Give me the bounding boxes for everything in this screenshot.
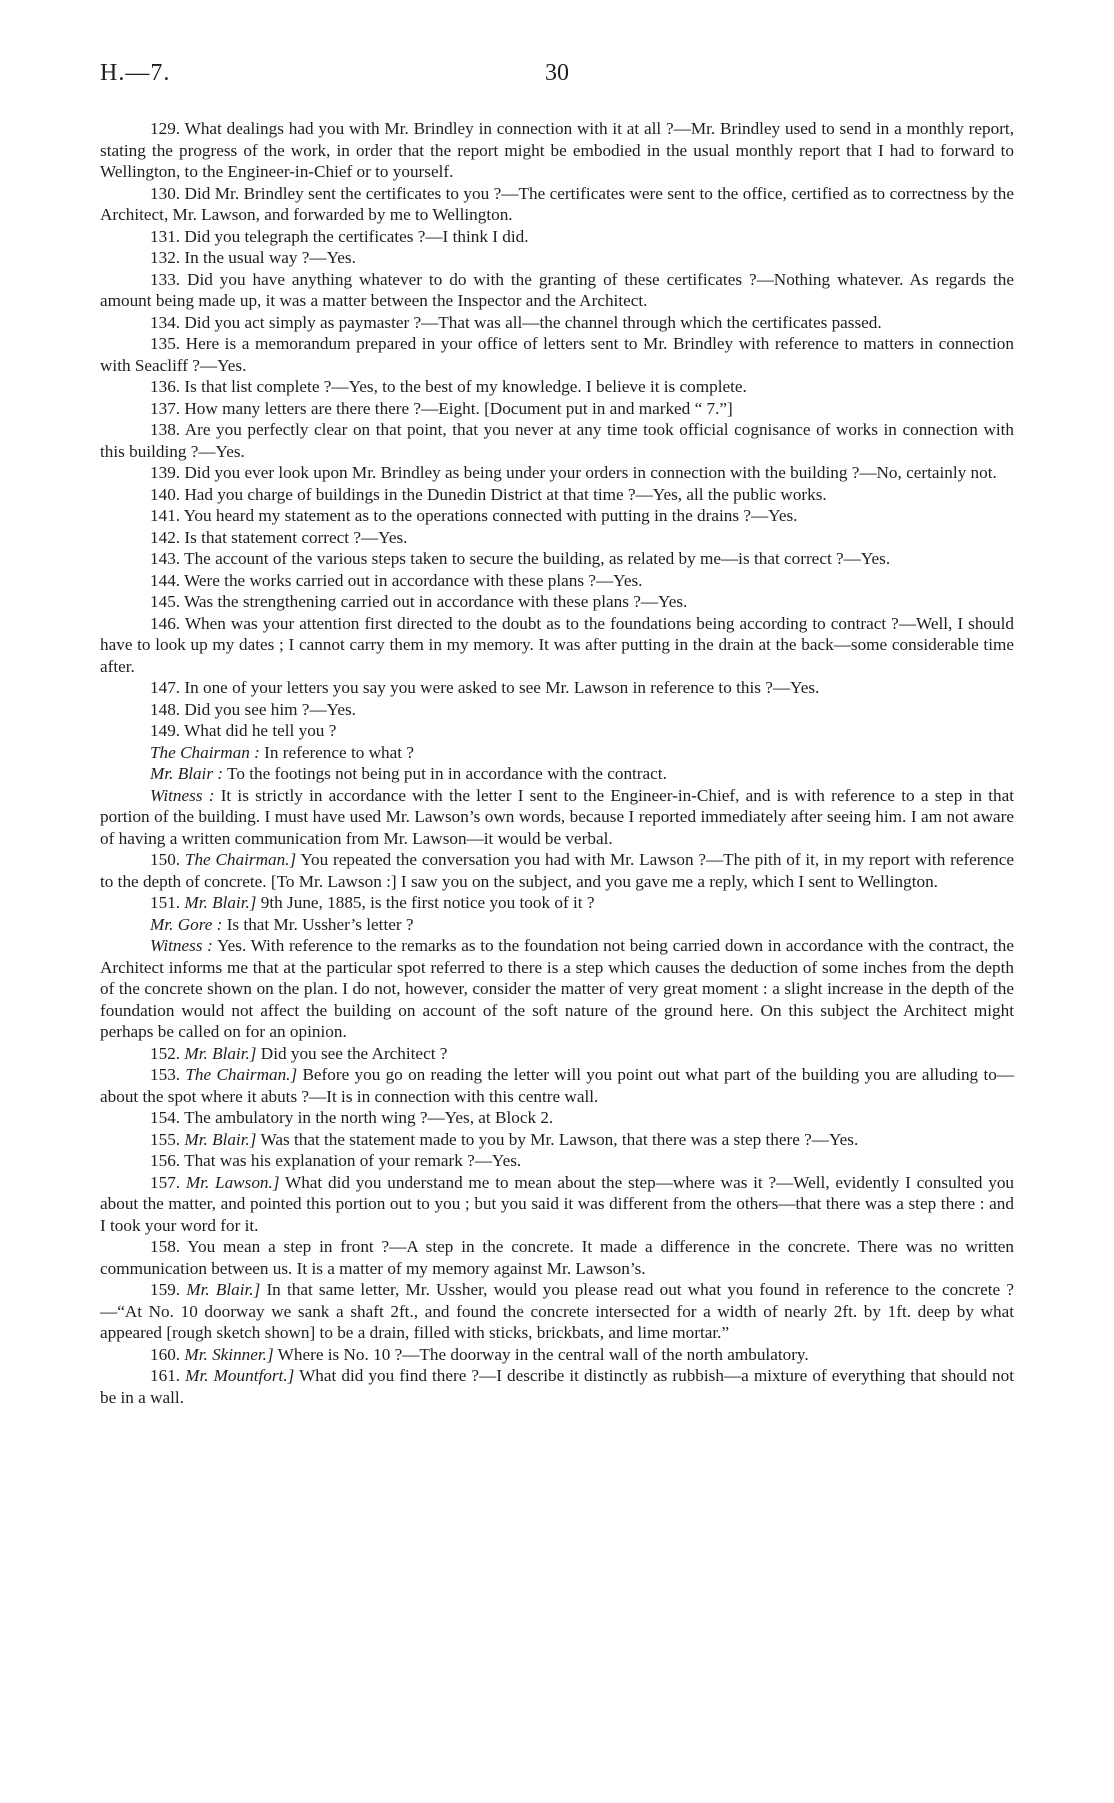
question-number: 153. bbox=[150, 1065, 181, 1084]
transcript-paragraph bbox=[100, 183, 1014, 226]
paragraph-text: Where is No. 10 ?—The doorway in the central wall of the north ambulatory. bbox=[277, 1344, 809, 1364]
paragraph-text: 140. Had you charge of buildings in the Dunedin District at that time ?—Yes, all the public works. bbox=[150, 484, 827, 504]
transcript-paragraph bbox=[100, 1344, 1014, 1366]
page-number: 30 bbox=[545, 60, 569, 86]
paragraph-text: What did you understand me to mean about the step—where was it ?—Well, evidently I consulted you about the matter, and pointed this portion out to you ; but you said it was different from the others—that there was a step there : and I took your word for it. bbox=[100, 1172, 1015, 1235]
paragraph-text: Was that the statement made to you by Mr. Lawson, that there was a step there ?—Yes. bbox=[260, 1129, 859, 1149]
paragraph-text: 147. In one of your letters you say you were asked to see Mr. Lawson in reference to this ?—Yes. bbox=[150, 678, 820, 697]
speaker-label: Mr. Blair.] bbox=[186, 1280, 261, 1299]
transcript-paragraph bbox=[100, 376, 1014, 398]
question-number: 161. bbox=[150, 1366, 181, 1385]
paragraph-text: It is strictly in accordance with the letter I sent to the Engineer-in-Chief, and is with reference to a step in that portion of the building. I must have used Mr. Lawson’s own words, because I reported immediately after seeing him. I am not aware of having a written communication from Mr. Lawson—it would be verbal. bbox=[100, 785, 1014, 848]
speaker-label: Mr. Skinner.] bbox=[184, 1344, 274, 1364]
transcript-paragraph bbox=[100, 677, 1014, 699]
transcript-paragraph bbox=[100, 312, 1014, 334]
paragraph-text: 142. Is that statement correct ?—Yes. bbox=[150, 527, 408, 547]
paragraph-text: 146. When was your attention first directed to the doubt as to the foundations being according to contract ?—Well, I should have to look up my dates ; I cannot carry them in my memory. It was after putting in the drain at the back—some considerable time after. bbox=[100, 613, 1014, 676]
paragraph-text: 154. The ambulatory in the north wing ?—Yes, at Block 2. bbox=[150, 1108, 554, 1127]
page-header bbox=[100, 60, 1014, 100]
paragraph-text: What did you find there ?—I describe it distinctly as rubbish—a mixture of everything that should not be in a wall. bbox=[100, 1366, 1015, 1407]
question-number: 150. bbox=[150, 850, 181, 869]
paragraph-text: 130. Did Mr. Brindley sent the certificates to you ?—The certificates were sent to the office, certified as to correctness by the Architect, Mr. Lawson, and forwarded by me to Wellington. bbox=[100, 183, 1014, 224]
speaker-label: Mr. Blair.] bbox=[184, 1129, 257, 1149]
paragraph-text: 149. What did he tell you ? bbox=[150, 721, 337, 740]
transcript-paragraph bbox=[100, 269, 1014, 312]
paragraph-text: 139. Did you ever look upon Mr. Brindley as being under your orders in connection with the building ?—No, certainly not. bbox=[150, 463, 997, 482]
transcript-paragraph bbox=[100, 1172, 1014, 1237]
transcript-paragraph bbox=[100, 892, 1014, 914]
question-number: 160. bbox=[150, 1344, 181, 1364]
transcript-paragraph bbox=[100, 1064, 1014, 1107]
transcript-paragraph bbox=[100, 118, 1014, 183]
transcript-paragraph bbox=[100, 591, 1014, 613]
transcript-paragraph bbox=[100, 247, 1014, 269]
transcript-paragraph bbox=[100, 699, 1014, 721]
paragraph-text: Yes. With reference to the remarks as to the foundation not being carried down in accordance with the contract, the Architect informs me that at the particular spot referred to there is a step which causes the deduction of some inches from the depth of the concrete shown on the plan. I do not, however, consider the matter of very great moment : a slight increase in the depth of the foundation would not affect the building on account of the soft nature of the ground here. On this subject the Architect might perhaps be called on for an opinion. bbox=[100, 936, 1014, 1041]
transcript-paragraph bbox=[100, 849, 1014, 892]
transcript-body bbox=[100, 118, 1014, 1408]
paragraph-text: 136. Is that list complete ?—Yes, to the best of my knowledge. I believe it is complete. bbox=[150, 377, 747, 396]
transcript-paragraph bbox=[100, 226, 1014, 248]
transcript-paragraph bbox=[100, 914, 1014, 936]
transcript-paragraph bbox=[100, 1043, 1014, 1065]
paragraph-text: 135. Here is a memorandum prepared in your office of letters sent to Mr. Brindley with reference to matters in connection with Seacliff ?—Yes. bbox=[100, 334, 1014, 375]
transcript-paragraph bbox=[100, 1365, 1014, 1408]
transcript-paragraph bbox=[100, 484, 1014, 506]
speaker-label: Mr. Gore : bbox=[150, 914, 223, 934]
speaker-label: The Chairman.] bbox=[184, 850, 297, 869]
transcript-paragraph bbox=[100, 935, 1014, 1043]
paragraph-text: Before you go on reading the letter will you point out what part of the building you are alluding to—about the spot where it abuts ?—It is in connection with this centre wall. bbox=[100, 1065, 1015, 1106]
paragraph-text: 137. How many letters are there there ?—Eight. [Document put in and marked “ 7.”] bbox=[150, 398, 733, 418]
document-reference: H.—7. bbox=[100, 60, 171, 86]
transcript-paragraph bbox=[100, 548, 1014, 570]
question-number: 159. bbox=[150, 1280, 181, 1299]
speaker-label: The Chairman : bbox=[150, 742, 260, 762]
paragraph-text: 143. The account of the various steps taken to secure the building, as related by me—is that correct ?—Yes. bbox=[150, 549, 891, 568]
transcript-paragraph bbox=[100, 1236, 1014, 1279]
paragraph-text: 138. Are you perfectly clear on that point, that you never at any time took official cognisance of works in connection with this building ?—Yes. bbox=[100, 420, 1014, 461]
paragraph-text: 133. Did you have anything whatever to do with the granting of these certificates ?—Nothing whatever. As regards the amount being made up, it was a matter between the Inspector and the Architect. bbox=[100, 269, 1014, 310]
question-number: 157. bbox=[150, 1172, 181, 1192]
speaker-label: Mr. Mountfort.] bbox=[185, 1366, 295, 1385]
paragraph-text: Is that Mr. Ussher’s letter ? bbox=[226, 914, 414, 934]
paragraph-text: 144. Were the works carried out in accordance with these plans ?—Yes. bbox=[150, 570, 643, 590]
transcript-paragraph bbox=[100, 1129, 1014, 1151]
transcript-paragraph bbox=[100, 398, 1014, 420]
transcript-paragraph bbox=[100, 785, 1014, 850]
question-number: 152. bbox=[150, 1043, 181, 1063]
transcript-paragraph bbox=[100, 505, 1014, 527]
transcript-paragraph bbox=[100, 419, 1014, 462]
transcript-paragraph bbox=[100, 613, 1014, 678]
paragraph-text: 131. Did you telegraph the certificates ?—I think I did. bbox=[150, 226, 529, 246]
paragraph-text: In that same letter, Mr. Ussher, would you please read out what you found in reference to the concrete ?—“At No. 10 doorway we sank a shaft 2ft., and found the concrete intersected for a width of nearly 2ft. by 1ft. deep by what appeared [rough sketch shown] to be a drain, filled with sticks, brickbats, and lime mortar.” bbox=[100, 1280, 1014, 1342]
paragraph-text: 145. Was the strengthening carried out in accordance with these plans ?—Yes. bbox=[150, 592, 688, 611]
speaker-label: The Chairman.] bbox=[185, 1065, 298, 1084]
transcript-paragraph bbox=[100, 1107, 1014, 1129]
transcript-paragraph bbox=[100, 720, 1014, 742]
paragraph-text: To the footings not being put in in accordance with the contract. bbox=[227, 764, 667, 783]
transcript-paragraph bbox=[100, 742, 1014, 764]
paragraph-text: Did you see the Architect ? bbox=[260, 1043, 448, 1063]
paragraph-text: 9th June, 1885, is the first notice you took of it ? bbox=[260, 893, 595, 912]
transcript-paragraph bbox=[100, 763, 1014, 785]
transcript-paragraph bbox=[100, 462, 1014, 484]
question-number: 155. bbox=[150, 1129, 181, 1149]
speaker-label: Witness : bbox=[150, 936, 213, 955]
question-number: 151. bbox=[150, 893, 181, 912]
speaker-label: Mr. Blair : bbox=[150, 764, 224, 783]
paragraph-text: 129. What dealings had you with Mr. Brindley in connection with it at all ?—Mr. Brindley used to send in a monthly report, stating the progress of the work, in order that the report might be embodied in the usual monthly report that I had to forward to Wellington, to the Engineer-in-Chief or to yourself. bbox=[100, 119, 1014, 181]
speaker-label: Mr. Lawson.] bbox=[185, 1172, 280, 1192]
paragraph-text: In reference to what ? bbox=[264, 742, 414, 762]
paragraph-text: 156. That was his explanation of your remark ?—Yes. bbox=[150, 1151, 522, 1170]
transcript-paragraph bbox=[100, 527, 1014, 549]
transcript-paragraph bbox=[100, 1150, 1014, 1172]
speaker-label: Mr. Blair.] bbox=[184, 893, 257, 912]
paragraph-text: 134. Did you act simply as paymaster ?—That was all—the channel through which the certificates passed. bbox=[150, 312, 882, 332]
paragraph-text: 141. You heard my statement as to the operations connected with putting in the drains ?—Yes. bbox=[150, 506, 798, 525]
speaker-label: Witness : bbox=[150, 785, 215, 805]
paragraph-text: You repeated the conversation you had with Mr. Lawson ?—The pith of it, in my report with reference to the depth of concrete. [To Mr. Lawson :] I saw you on the subject, and you gave me a reply, which I sent to Wellington. bbox=[100, 850, 1015, 891]
paragraph-text: 132. In the usual way ?—Yes. bbox=[150, 248, 356, 267]
transcript-paragraph bbox=[100, 333, 1014, 376]
paragraph-text: 148. Did you see him ?—Yes. bbox=[150, 699, 356, 719]
speaker-label: Mr. Blair.] bbox=[184, 1043, 257, 1063]
transcript-paragraph bbox=[100, 1279, 1014, 1344]
paragraph-text: 158. You mean a step in front ?—A step in the concrete. It made a difference in the concrete. There was no written communication between us. It is a matter of my memory against Mr. Lawson’s. bbox=[100, 1237, 1014, 1278]
transcript-paragraph bbox=[100, 570, 1014, 592]
